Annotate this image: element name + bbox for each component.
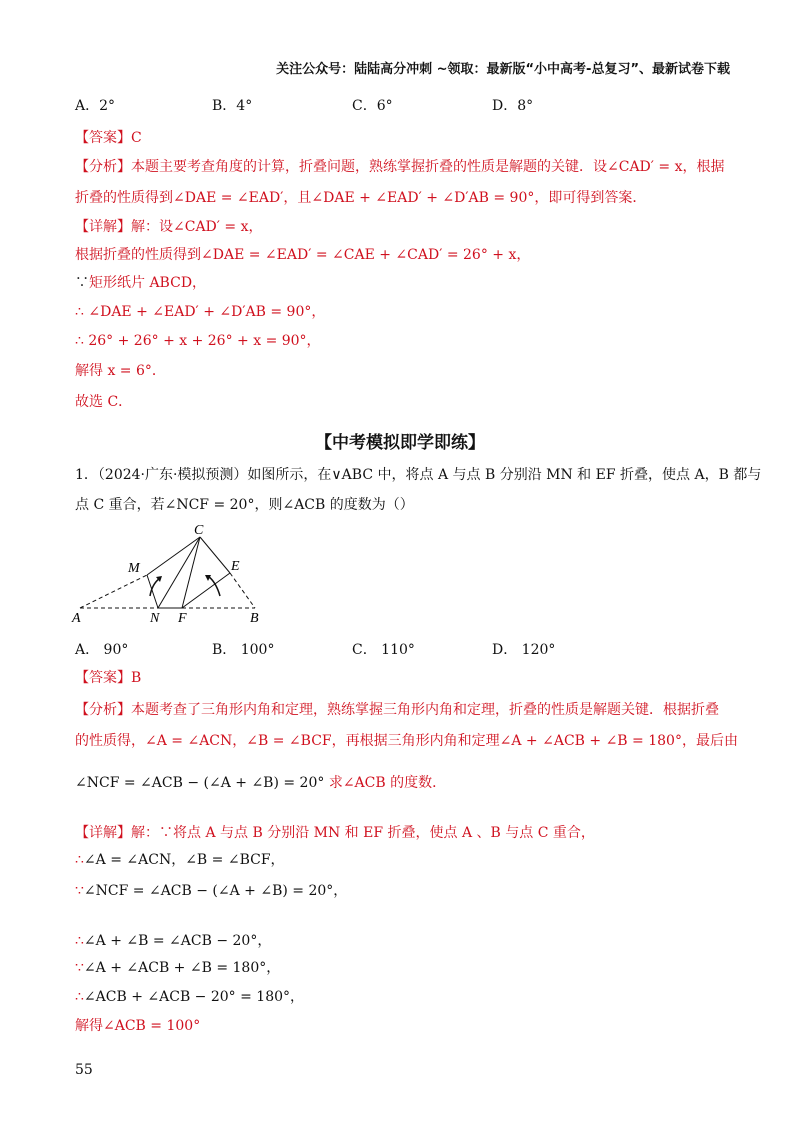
page-number: 55 xyxy=(75,1062,93,1078)
q1-option-c: C． 110° xyxy=(352,642,415,658)
detail-tag: 【详解】 xyxy=(75,219,131,235)
line-nc xyxy=(158,537,200,608)
prev-answer xyxy=(75,128,142,148)
analysis-text: 本题考查了三角形内角和定理，熟练掌握三角形内角和定理，折叠的性质是解题关键．根据折叠 xyxy=(131,702,719,718)
prev-detail-line-2: 根据折叠的性质得到∠DAE = ∠EAD′ = ∠CAE + ∠CAD′ = 26° + x， xyxy=(75,247,531,263)
prev-analysis-line-2: 折叠的性质得到∠DAE = ∠EAD′，且∠DAE + ∠EAD′ + ∠D′AB = 90°，即可得到答案． xyxy=(75,190,647,206)
formula: ∠A = ∠ACN，∠B = ∠BCF， xyxy=(83,852,285,868)
q1-detail-line-7: 解得∠ACB = 100° xyxy=(75,1018,201,1034)
prev-option-a: A．2° xyxy=(75,98,116,114)
label-c: C xyxy=(194,523,204,538)
q1-analysis-line-1 xyxy=(75,700,719,720)
formula: ∠NCF = ∠ACB − (∠A + ∠B) = 20° xyxy=(75,775,325,791)
line-ce xyxy=(200,537,230,573)
q1-answer xyxy=(75,668,141,688)
line-am xyxy=(80,575,147,608)
answer-value: B xyxy=(131,670,142,686)
answer-tag: 【答案】 xyxy=(75,130,131,146)
line-eb xyxy=(230,573,255,608)
q1-analysis-line-3 xyxy=(75,773,446,793)
q1-option-b: B． 100° xyxy=(212,642,275,658)
q1-option-d: D． 120° xyxy=(492,642,556,658)
analysis-text: 本题主要考查角度的计算，折叠问题，熟练掌握折叠的性质是解题的关键．设∠CAD′ = x，根据 xyxy=(131,159,725,175)
answer-value: C xyxy=(131,130,142,146)
label-a: A xyxy=(72,611,81,626)
detail-text: 矩形纸片 ABCD， xyxy=(89,275,207,291)
q1-detail-line-3 xyxy=(75,881,347,901)
fold-arrow-right xyxy=(208,576,220,596)
label-n: N xyxy=(150,611,160,626)
q1-detail-line-5 xyxy=(75,958,280,978)
analysis-text: 求∠ACB 的度数． xyxy=(328,775,447,791)
prev-detail-line-3 xyxy=(75,273,206,293)
because-symbol: ∵ xyxy=(75,960,84,976)
prev-detail-line-1 xyxy=(75,217,262,237)
q1-option-a: A． 90° xyxy=(75,642,129,658)
q1-detail-line-1 xyxy=(75,823,595,843)
detail-text: 解：设∠CAD′ = x， xyxy=(131,219,263,235)
prev-detail-line-4: ∴ ∠DAE + ∠EAD′ + ∠D′AB = 90°， xyxy=(75,304,326,320)
q1-stem-line-2: 点 C 重合，若∠NCF = 20°，则∠ACB 的度数为（） xyxy=(75,497,414,513)
detail-text: 解：∵将点 A 与点 B 分别沿 MN 和 EF 折叠，使点 A 、B 与点 C 重合， xyxy=(131,825,595,841)
therefore-symbol: ∴ xyxy=(75,989,84,1005)
prev-detail-line-7: 故选 C． xyxy=(75,394,133,410)
q1-analysis-line-2: 的性质得，∠A = ∠ACN，∠B = ∠BCF，再根据三角形内角和定理∠A + ∠ACB + ∠B = 180°，最后由 xyxy=(75,733,738,749)
prev-option-d: D．8° xyxy=(492,98,534,114)
label-m: M xyxy=(128,561,140,576)
q1-figure xyxy=(70,520,270,630)
because-symbol: ∵ xyxy=(75,883,84,899)
label-e: E xyxy=(231,559,240,574)
prev-option-c: C．6° xyxy=(352,98,393,114)
analysis-tag: 【分析】 xyxy=(75,702,131,718)
page-header: 关注公众号：陆陆高分冲刺 ~领取：最新版“小中高考-总复习”、最新试卷下载 xyxy=(276,62,730,77)
q1-detail-line-6 xyxy=(75,987,304,1007)
therefore-symbol: ∴ xyxy=(75,852,84,868)
answer-tag: 【答案】 xyxy=(75,670,131,686)
q1-detail-line-4 xyxy=(75,931,271,951)
prev-detail-line-5: ∴ 26° + 26° + x + 26° + x = 90°， xyxy=(75,333,321,349)
formula: ∠NCF = ∠ACB − (∠A + ∠B) = 20°， xyxy=(83,883,348,899)
prev-option-b: B．4° xyxy=(212,98,253,114)
q1-stem-line-1: 1．（2024·广东·模拟预测）如图所示，在∨ABC 中，将点 A 与点 B 分别沿 MN 和 EF 折叠，使点 A，B 都与 xyxy=(75,467,762,483)
q1-detail-line-2 xyxy=(75,850,285,870)
therefore-symbol: ∴ xyxy=(75,933,84,949)
prev-detail-line-6: 解得 x = 6°． xyxy=(75,363,166,379)
formula: ∠ACB + ∠ACB − 20° = 180°， xyxy=(83,989,305,1005)
formula: ∠A + ∠B = ∠ACB − 20°， xyxy=(83,933,272,949)
detail-tag: 【详解】 xyxy=(75,825,131,841)
label-b: B xyxy=(250,611,259,626)
line-mn xyxy=(147,575,158,608)
analysis-tag: 【分析】 xyxy=(75,159,131,175)
label-f: F xyxy=(178,611,187,626)
prev-analysis-line-1 xyxy=(75,157,724,177)
formula: ∠A + ∠ACB + ∠B = 180°， xyxy=(83,960,281,976)
because-symbol: ∵ xyxy=(75,275,89,291)
section-title: 【中考模拟即学即练】 xyxy=(315,433,485,453)
